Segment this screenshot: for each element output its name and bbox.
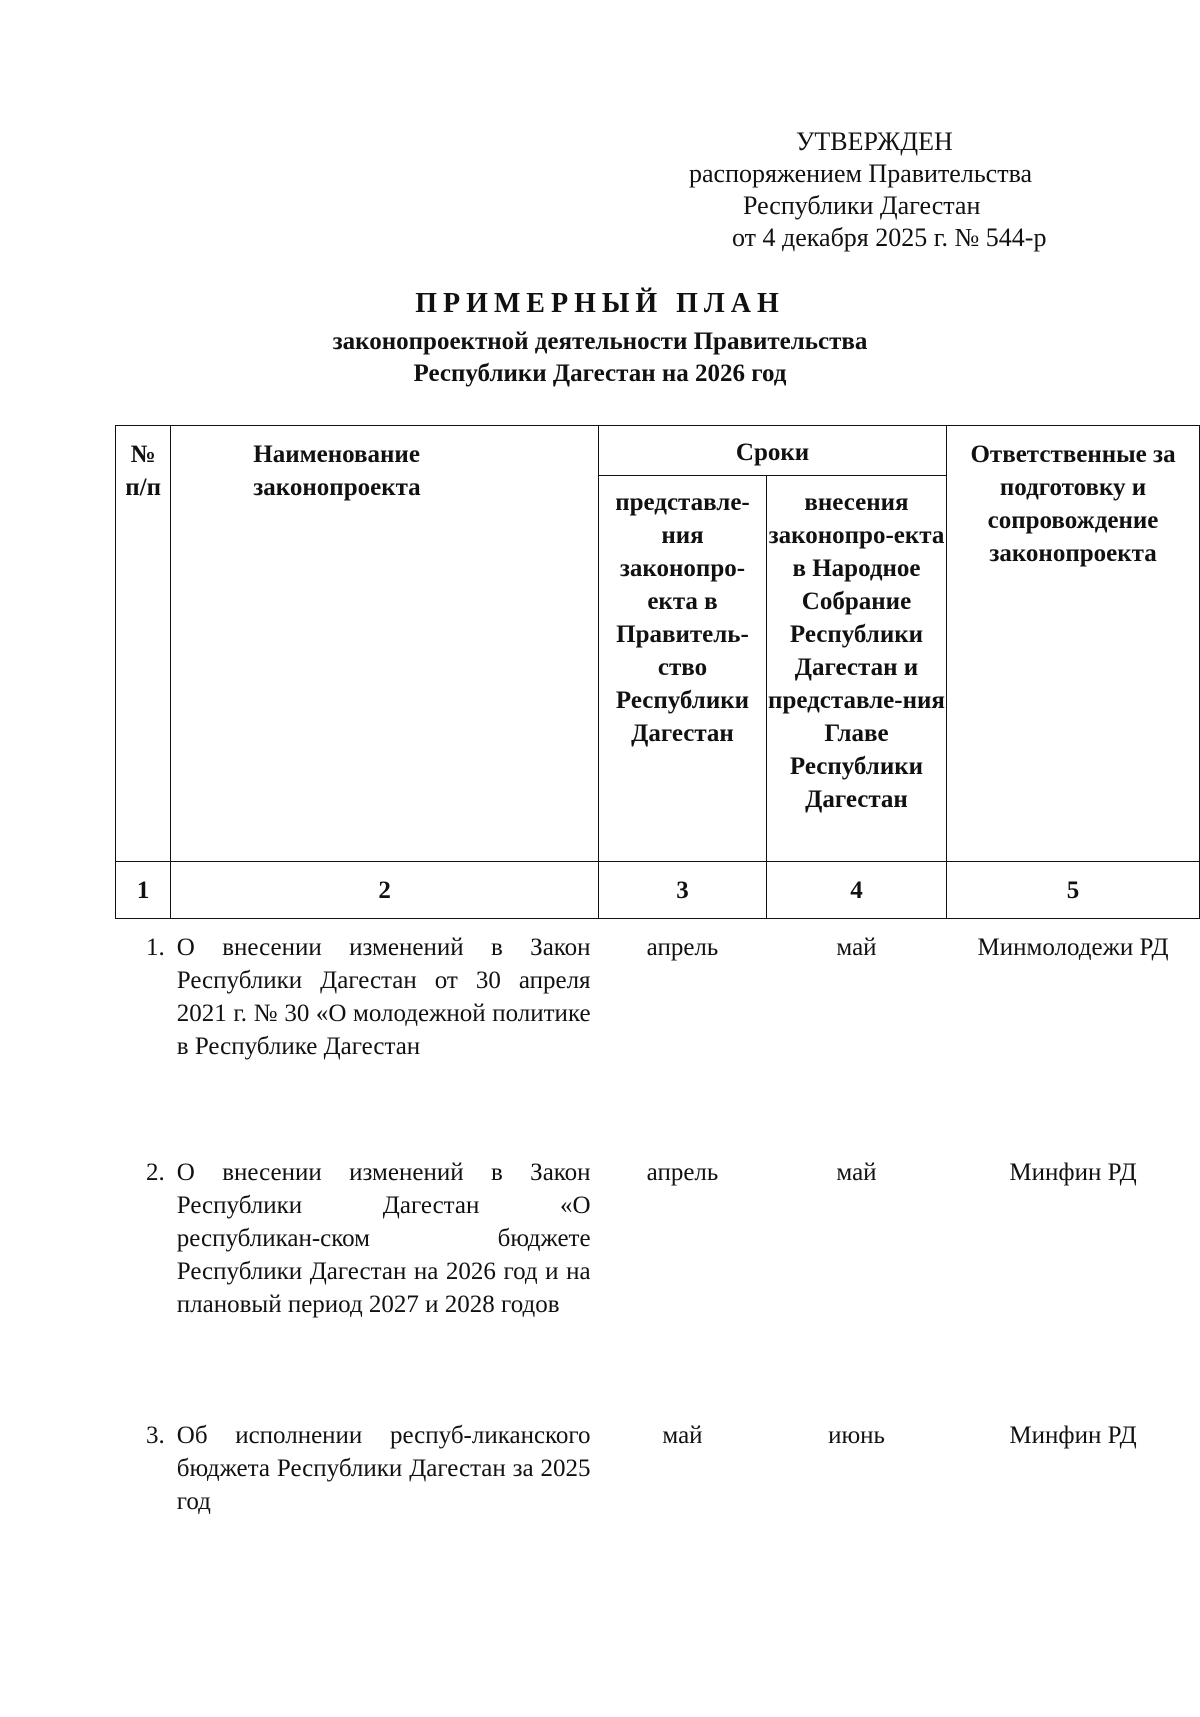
column-number: 5 — [947, 862, 1200, 919]
header-num: № п/п — [116, 426, 171, 862]
document-subtitle-line2: Республики Дагестан на 2026 год — [413, 360, 787, 387]
row-responsible: Минфин РД — [1009, 1159, 1137, 1186]
row-submission: май — [662, 1422, 703, 1449]
row-submission: апрель — [646, 934, 719, 961]
column-number: 1 — [116, 862, 171, 919]
document-title: ПРИМЕРНЫЙ ПЛАН — [415, 288, 785, 319]
approval-line-order: распоряжением Правительства — [689, 159, 1033, 188]
table-row — [116, 1407, 1200, 1519]
header-introduction: внесения законопро-екта в Народное Собрание Республики Дагестан и представле-ния Главе Республики Дагестан — [766, 476, 946, 862]
row-number: 1. — [146, 934, 165, 961]
plan-table — [115, 425, 1200, 1519]
row-introduction: май — [836, 1159, 877, 1186]
column-number: 3 — [599, 862, 767, 919]
approval-line-approved: УТВЕРЖДЕН — [796, 127, 953, 156]
approval-line-date: от 4 декабря 2025 г. № 544-р — [732, 223, 1047, 252]
row-bill-name: О внесении изменений в Закон Республики Дагестан «О республикан-ском бюджете Республики Дагестан на 2026 год и на плановый период 2027 и 2028 годов — [176, 1159, 591, 1318]
table-row — [116, 919, 1200, 1145]
header-name: Наименование законопроекта — [171, 426, 599, 862]
table-row — [116, 1144, 1200, 1407]
row-submission: апрель — [646, 1159, 719, 1186]
header-submission: представле-ния законопро-екта в Правитель-ство Республики Дагестан — [599, 476, 767, 862]
row-number: 3. — [146, 1422, 165, 1449]
row-introduction: июнь — [828, 1422, 885, 1449]
row-bill-name: Об исполнении респуб-ликанского бюджета Республики Дагестан за 2025 год — [176, 1422, 591, 1515]
column-number: 2 — [171, 862, 599, 919]
approval-line-republic: Республики Дагестан — [743, 191, 981, 220]
row-number: 2. — [146, 1159, 165, 1186]
row-responsible: Минмолодежи РД — [977, 934, 1169, 961]
header-responsible: Ответственные за подготовку и сопровождение законопроекта — [947, 426, 1200, 862]
document-subtitle-line1: законопроектной деятельности Правительства — [332, 328, 868, 355]
row-introduction: май — [836, 934, 877, 961]
row-bill-name: О внесении изменений в Закон Республики Дагестан от 30 апреля 2021 г. № 30 «О молодежной политике в Республике Дагестан — [176, 934, 591, 1060]
header-deadlines: Сроки — [599, 426, 947, 476]
approval-stamp — [680, 126, 1100, 254]
row-responsible: Минфин РД — [1009, 1422, 1137, 1449]
column-number: 4 — [766, 862, 946, 919]
